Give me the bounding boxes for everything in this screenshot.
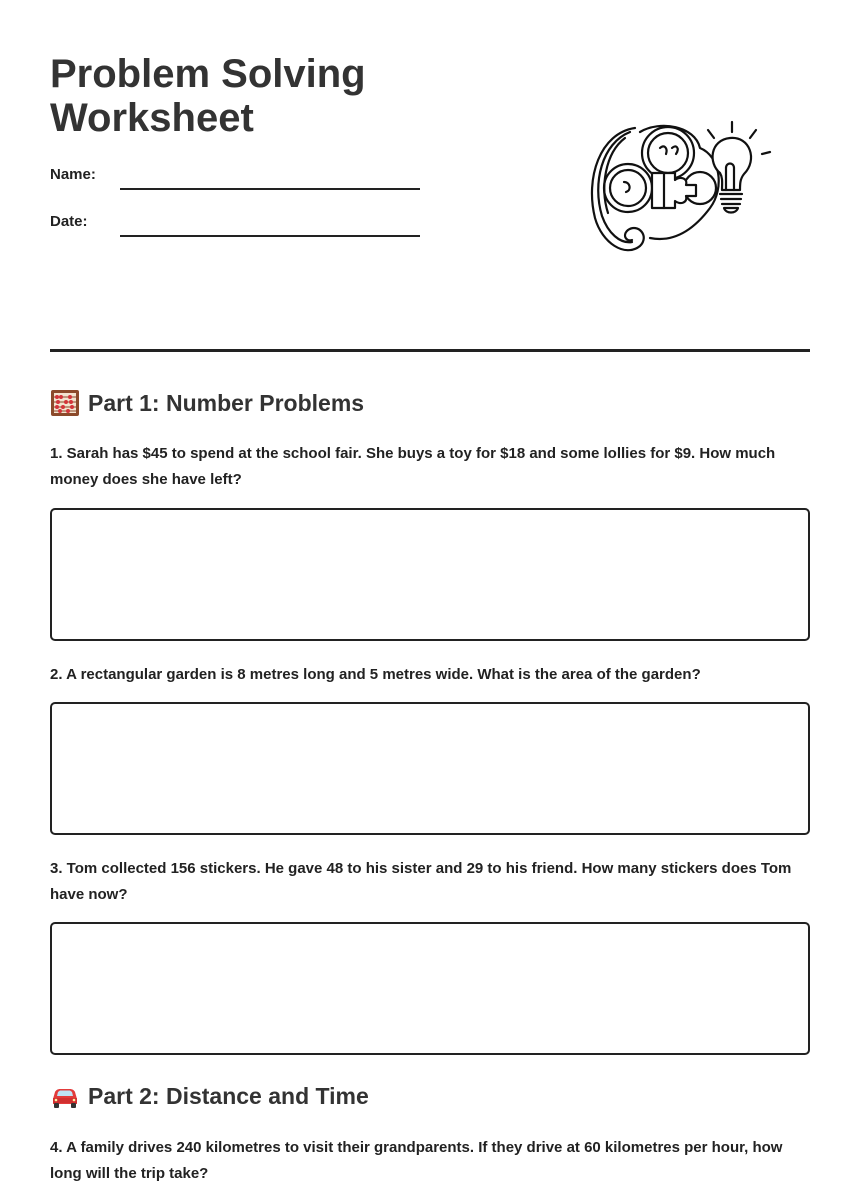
date-field[interactable] (120, 235, 420, 237)
question-1: 1. Sarah has $45 to spend at the school fair. She buys a toy for $18 and some lollies for $9. How much money does she have left? (50, 445, 776, 488)
car-icon (50, 1081, 80, 1111)
answer-box-1[interactable] (50, 508, 810, 641)
puzzle-lightbulb-icon (580, 118, 780, 263)
question-2: 2. A rectangular garden is 8 metres long and 5 metres wide. What is the area of the garden? (50, 666, 701, 683)
date-field-row (50, 213, 420, 231)
answer-box-3[interactable] (50, 922, 810, 1055)
answer-box-2[interactable] (50, 702, 810, 835)
name-label: Name: (50, 166, 96, 183)
part1-heading (50, 388, 364, 418)
question-4: 4. A family drives 240 kilometres to visit their grandparents. If they drive at 60 kilometres per hour, how long will the trip take? (50, 1139, 783, 1182)
part2-heading-text: Part 2: Distance and Time (88, 1083, 369, 1109)
page-title: Problem Solving Worksheet (50, 52, 366, 140)
name-field[interactable] (120, 188, 420, 190)
question-3: 3. Tom collected 156 stickers. He gave 48 to his sister and 29 to his friend. How many stickers does Tom have now? (50, 860, 792, 903)
abacus-icon (50, 388, 80, 418)
part2-heading (50, 1081, 369, 1111)
header-divider (50, 349, 810, 352)
part1-heading-text: Part 1: Number Problems (88, 390, 365, 416)
date-label: Date: (50, 213, 88, 230)
name-field-row (50, 166, 420, 184)
